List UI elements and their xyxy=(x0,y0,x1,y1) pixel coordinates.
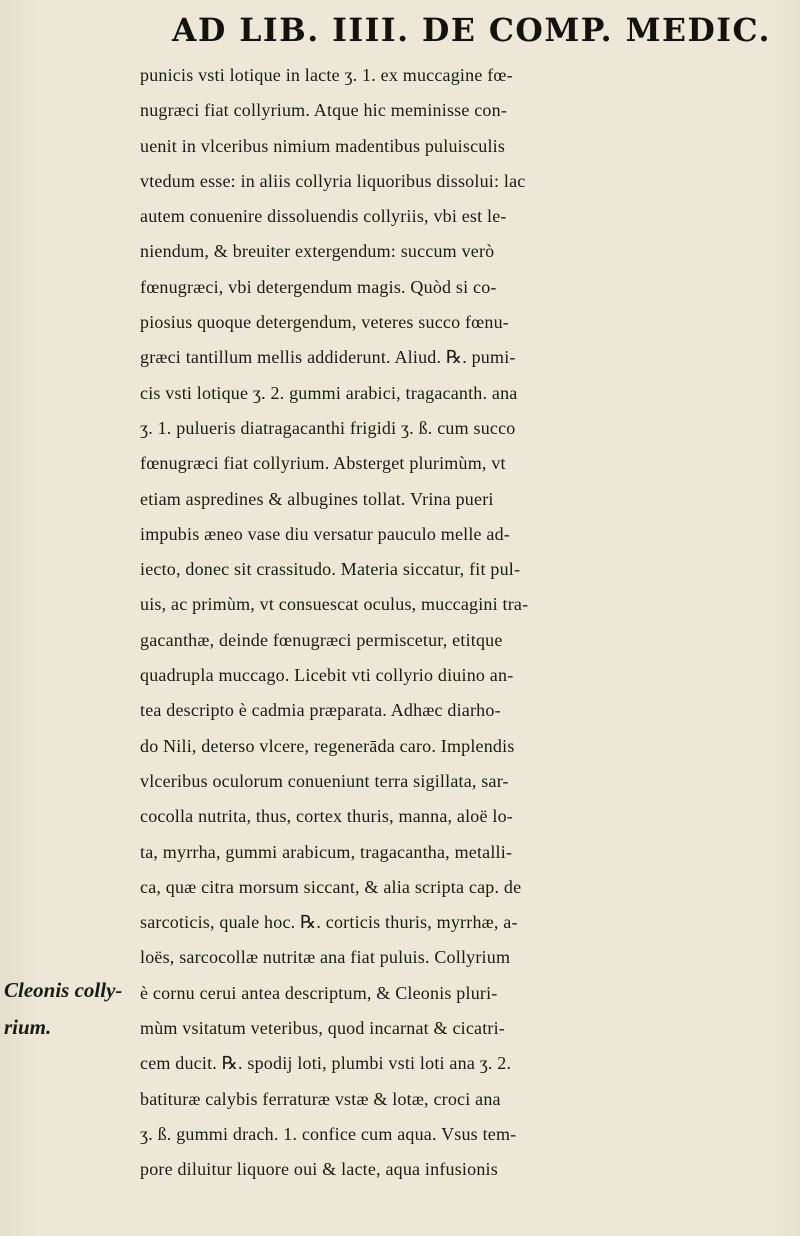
text-line: autem conuenire dissoluendis collyriis, vbi est le- xyxy=(140,206,507,227)
text-line: græci tantillum mellis addiderunt. Aliud. ℞. pumi- xyxy=(140,347,516,368)
text-line: cocolla nutrita, thus, cortex thuris, manna, aloë lo- xyxy=(140,806,513,827)
margin-note-line-2: rium. xyxy=(4,1015,52,1039)
text-line: do Nili, deterso vlcere, regenerāda caro. Implendis xyxy=(140,735,515,756)
text-line: batituræ calybis ferraturæ vstæ & lotæ, croci ana xyxy=(140,1088,501,1109)
text-line: iecto, donec sit crassitudo. Materia siccatur, fit pul- xyxy=(140,559,521,580)
text-line: impubis æneo vase diu versatur pauculo melle ad- xyxy=(140,523,511,544)
text-line: ca, quæ citra morsum siccant, & alia scripta cap. de xyxy=(140,876,522,897)
body-text xyxy=(140,58,800,1188)
text-line: fœnugræci fiat collyrium. Absterget plurimùm, vt xyxy=(140,453,506,474)
text-line: cis vsti lotique ʒ. 2. gummi arabici, tragacanth. ana xyxy=(140,382,518,403)
margin-note-line-1: Cleonis colly- xyxy=(4,978,123,1002)
text-line: loës, sarcocollæ nutritæ ana fiat puluis. Collyrium xyxy=(140,947,511,968)
text-line: vlceribus oculorum conueniunt terra sigillata, sar- xyxy=(140,770,509,791)
text-line: pore diluitur liquore oui & lacte, aqua infusionis xyxy=(140,1159,498,1180)
text-line: nugræci fiat collyrium. Atque hic meminisse con- xyxy=(140,100,508,121)
text-line: punicis vsti lotique in lacte ʒ. 1. ex muccagine fœ- xyxy=(140,65,513,85)
text-line: gacanthæ, deinde fœnugræci permiscetur, etitque xyxy=(140,629,503,650)
text-line: è cornu cerui antea descriptum, & Cleonis pluri- xyxy=(140,982,498,1003)
running-head: AD LIB. IIII. DE COMP. MEDIC. xyxy=(172,12,772,49)
text-line: ʒ. ß. gummi drach. 1. confice cum aqua. Vsus tem- xyxy=(140,1123,517,1144)
text-line: fœnugræci, vbi detergendum magis. Quòd si co- xyxy=(140,276,497,297)
text-line: vtedum esse: in aliis collyria liquoribus dissolui: lac xyxy=(140,170,526,191)
text-line: ʒ. 1. pulueris diatragacanthi frigidi ʒ. ß. cum succo xyxy=(140,417,516,438)
text-line: piosius quoque detergendum, veteres succo fœnu- xyxy=(140,312,509,333)
text-line: uis, ac primùm, vt consuescat oculus, muccagini tra- xyxy=(140,594,529,615)
text-line: mùm vsitatum veteribus, quod incarnat & cicatri- xyxy=(140,1018,506,1039)
text-line: quadrupla muccago. Licebit vti collyrio diuino an- xyxy=(140,665,514,686)
text-line: ta, myrrha, gummi arabicum, tragacantha, metalli- xyxy=(140,841,513,862)
text-line: uenit in vlceribus nimium madentibus puluisculis xyxy=(140,135,506,156)
text-line: niendum, & breuiter extergendum: succum verò xyxy=(140,241,495,262)
text-line: tea descripto è cadmia præparata. Adhæc diarho- xyxy=(140,700,501,721)
text-line: sarcoticis, quale hoc. ℞. corticis thuris, myrrhæ, a- xyxy=(140,912,518,933)
text-line: etiam aspredines & albugines tollat. Vrina pueri xyxy=(140,488,494,509)
text-line: cem ducit. ℞. spodij loti, plumbi vsti loti ana ʒ. 2. xyxy=(140,1053,512,1074)
